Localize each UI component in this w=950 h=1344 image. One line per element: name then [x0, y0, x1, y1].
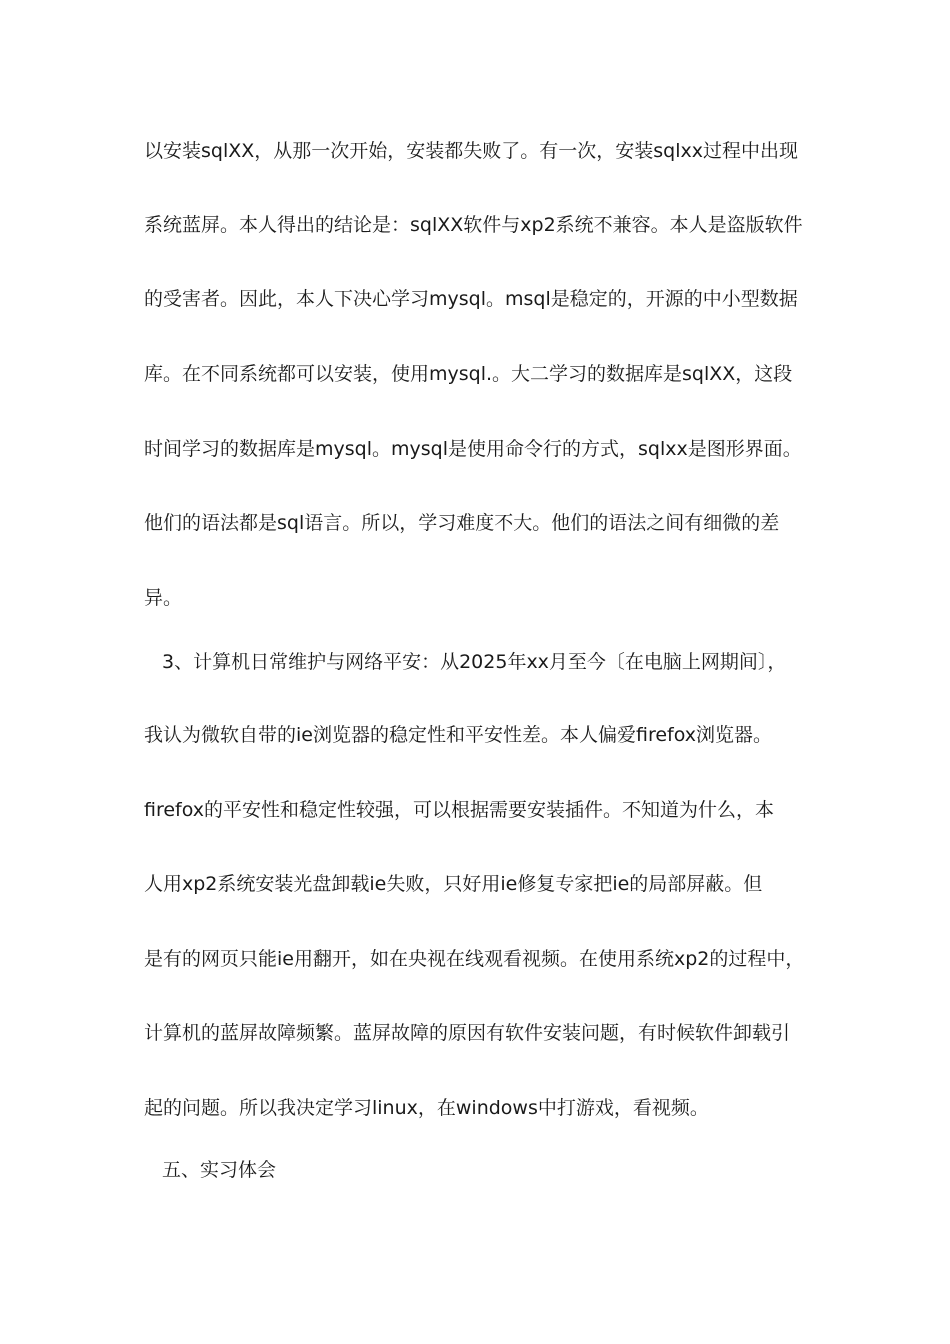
paragraph-line: 以安装sqlXX，从那一次开始，安装都失败了。有一次，安装sqlxx过程中出现 — [144, 140, 798, 162]
paragraph-line: 库。在不同系统都可以安装，使用mysql.。大二学习的数据库是sqlXX，这段 — [144, 363, 793, 385]
paragraph-line: 异。 — [144, 587, 183, 609]
numbered-item-line: 3、计算机日常维护与网络平安：从2025年xx月至今〔在电脑上网期间〕， — [162, 651, 787, 673]
paragraph-line: 我认为微软自带的ie浏览器的稳定性和平安性差。本人偏爱firefox浏览器。 — [144, 724, 772, 746]
paragraph-line: 他们的语法都是sql语言。所以，学习难度不大。他们的语法之间有细微的差 — [144, 512, 780, 534]
section-heading: 五、实习体会 — [162, 1159, 277, 1181]
paragraph-line: 时间学习的数据库是mysql。mysql是使用命令行的方式，sqlxx是图形界面。 — [144, 438, 802, 460]
paragraph-line: 系统蓝屏。本人得出的结论是：sqlXX软件与xp2系统不兼容。本人是盗版软件 — [144, 214, 803, 236]
paragraph-line: 人用xp2系统安装光盘卸载ie失败，只好用ie修复专家把ie的局部屏蔽。但 — [144, 873, 763, 895]
paragraph-line: 计算机的蓝屏故障频繁。蓝屏故障的原因有软件安装问题，有时候软件卸载引 — [144, 1022, 791, 1044]
paragraph-line: 的受害者。因此，本人下决心学习mysql。msql是稳定的，开源的中小型数据 — [144, 288, 798, 310]
paragraph-line: firefox的平安性和稳定性较强，可以根据需要安装插件。不知道为什么，本 — [144, 799, 775, 821]
paragraph-line: 起的问题。所以我决定学习linux，在windows中打游戏，看视频。 — [144, 1097, 709, 1119]
paragraph-line: 是有的网页只能ie用翻开，如在央视在线观看视频。在使用系统xp2的过程中， — [144, 948, 805, 970]
